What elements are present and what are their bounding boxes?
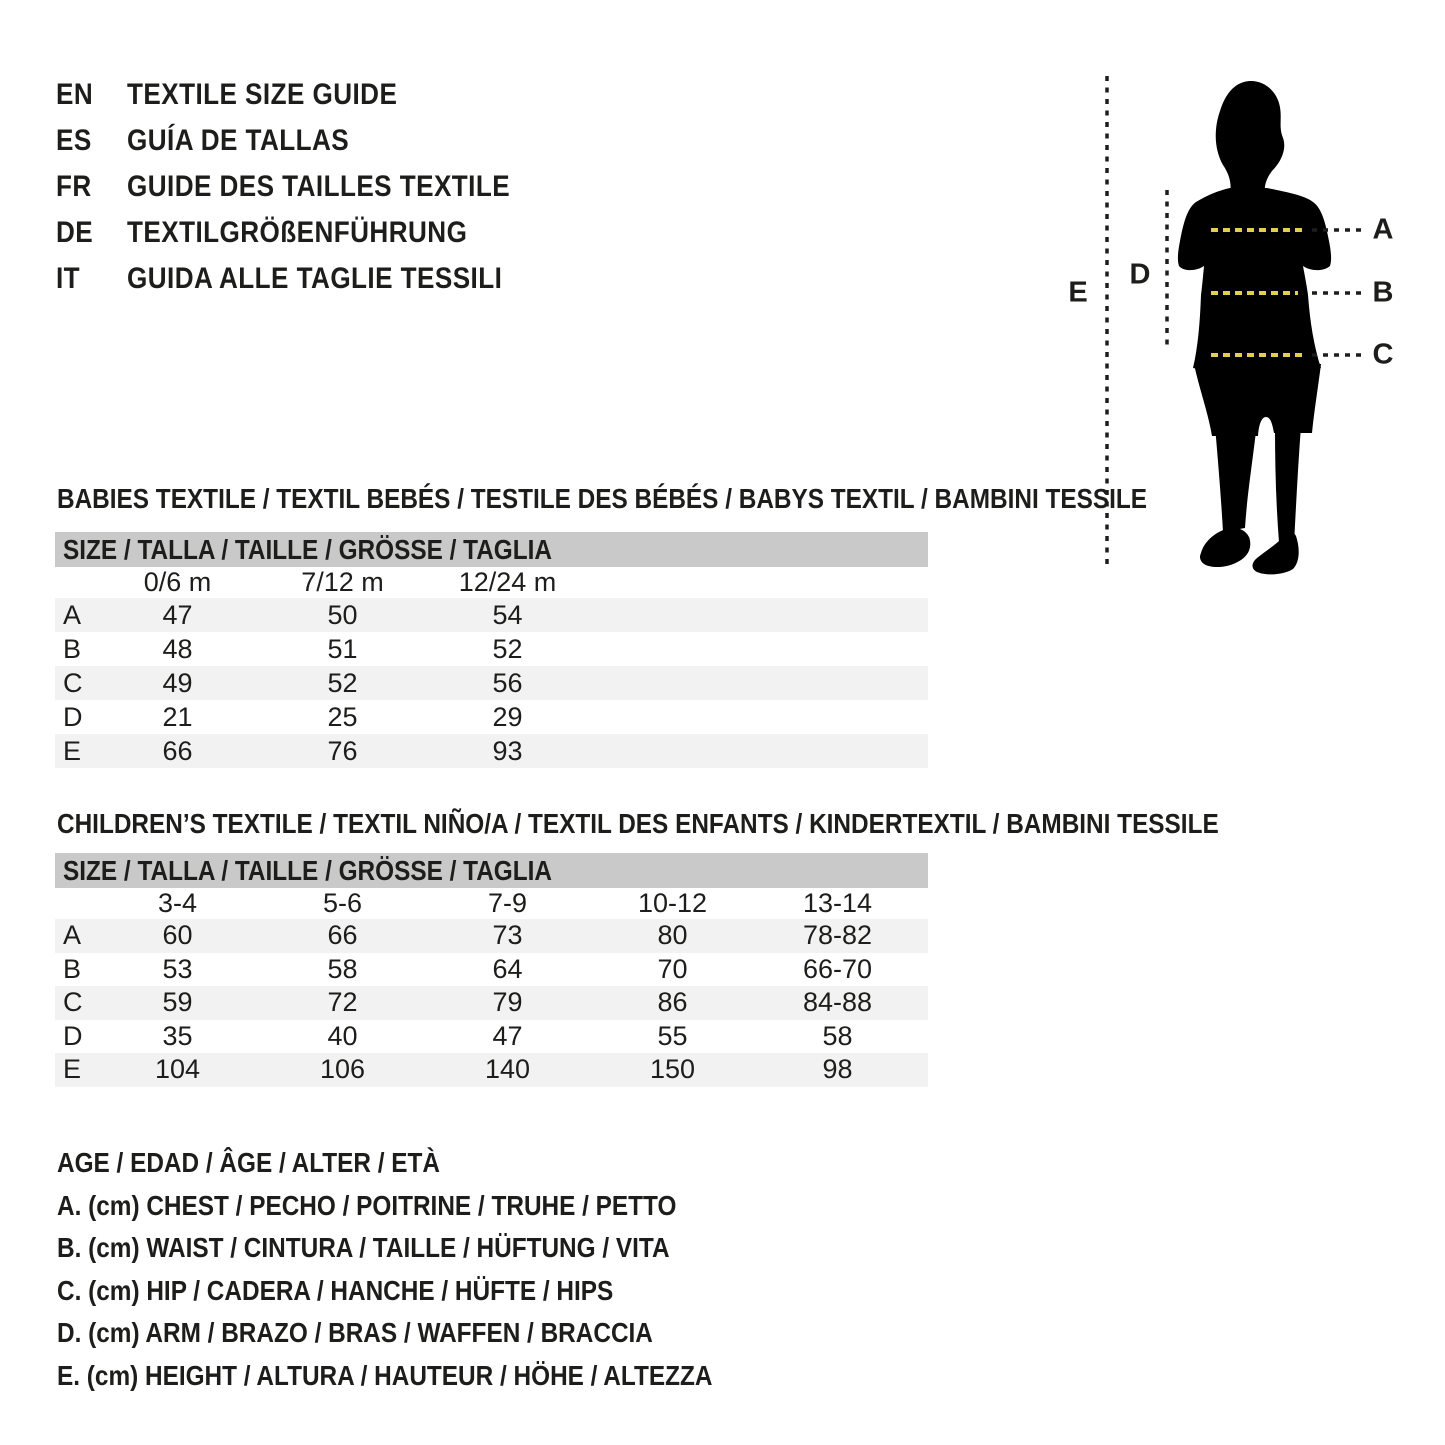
title-it: GUIDA ALLE TAGLIE TESSILI	[127, 262, 503, 295]
legend-a-chest: A. (cm) CHEST / PECHO / POITRINE / TRUHE / PETTO	[57, 1189, 677, 1221]
babies-row-b: B 48 51 52	[55, 632, 928, 666]
children-row-c: C 59 72 79 86 84-88	[55, 986, 928, 1020]
children-size-table	[55, 853, 928, 1087]
babies-section-heading: BABIES TEXTILE / TEXTIL BEBÉS / TESTILE DES BÉBÉS / BABYS TEXTIL / BAMBINI TESSILE	[57, 483, 1148, 514]
figure-label-d: D	[1129, 258, 1151, 291]
legend-age: AGE / EDAD / ÂGE / ALTER / ETÀ	[57, 1147, 441, 1179]
children-col-3-4: 3-4	[157, 888, 198, 918]
lang-row-fr	[56, 164, 567, 210]
silhouette-right-shoe	[1253, 532, 1299, 574]
row-label: C	[63, 987, 83, 1018]
legend-b-waist: B. (cm) WAIST / CINTURA / TAILLE / HÜFTUNG / VITA	[57, 1232, 670, 1264]
lang-code-it: IT	[56, 262, 81, 295]
measurement-figure	[1040, 60, 1445, 600]
language-title-list	[56, 72, 567, 302]
babies-row-d: D 21 25 29	[55, 700, 928, 734]
children-col-5-6: 5-6	[322, 888, 363, 918]
children-column-header-row	[55, 888, 928, 919]
lang-code-en: EN	[56, 78, 94, 111]
figure-label-a: A	[1372, 213, 1394, 246]
babies-row-e: E 66 76 93	[55, 734, 928, 768]
lang-row-en	[56, 72, 567, 118]
silhouette-left-leg	[1215, 423, 1257, 532]
silhouette-left-shoe	[1200, 528, 1250, 567]
measurement-legend	[57, 1142, 810, 1397]
row-label: E	[63, 735, 82, 766]
row-label: E	[63, 1054, 82, 1085]
lang-code-es: ES	[56, 124, 92, 157]
lang-code-de: DE	[56, 216, 94, 249]
children-row-e: E 104 106 140 150 98	[55, 1053, 928, 1087]
child-silhouette-icon	[1040, 60, 1445, 600]
children-row-b: B 53 58 64 70 66-70	[55, 953, 928, 987]
lang-row-de	[56, 210, 567, 256]
silhouette-head	[1216, 81, 1285, 194]
row-label: A	[63, 599, 82, 630]
babies-column-header-row	[55, 567, 928, 598]
row-label: B	[63, 953, 82, 984]
babies-col-0-6m: 0/6 m	[143, 567, 212, 597]
children-col-13-14: 13-14	[802, 888, 873, 918]
legend-e-height: E. (cm) HEIGHT / ALTURA / HAUTEUR / HÖHE / ALTEZZA	[57, 1359, 713, 1391]
silhouette-shorts	[1194, 364, 1321, 436]
children-col-10-12: 10-12	[637, 888, 708, 918]
title-fr: GUIDE DES TAILLES TEXTILE	[127, 170, 511, 203]
legend-c-hip: C. (cm) HIP / CADERA / HANCHE / HÜFTE / HIPS	[57, 1274, 614, 1306]
row-label: D	[63, 701, 83, 732]
silhouette-tshirt	[1178, 188, 1331, 372]
figure-label-b: B	[1372, 276, 1394, 309]
babies-col-7-12m: 7/12 m	[301, 567, 384, 597]
lang-row-es	[56, 118, 567, 164]
title-de: TEXTILGRÖßENFÜHRUNG	[127, 216, 468, 249]
children-col-7-9: 7-9	[487, 888, 528, 918]
figure-label-c: C	[1372, 338, 1394, 371]
babies-size-header-bar: SIZE / TALLA / TAILLE / GRÖSSE / TAGLIA	[55, 532, 928, 567]
children-row-d: D 35 40 47 55 58	[55, 1020, 928, 1054]
legend-d-arm: D. (cm) ARM / BRAZO / BRAS / WAFFEN / BRACCIA	[57, 1317, 653, 1349]
figure-label-e: E	[1068, 276, 1088, 309]
title-en: TEXTILE SIZE GUIDE	[127, 78, 398, 111]
children-size-header-bar: SIZE / TALLA / TAILLE / GRÖSSE / TAGLIA	[55, 853, 928, 888]
row-label: B	[63, 633, 82, 664]
babies-row-c: C 49 52 56	[55, 666, 928, 700]
row-label: A	[63, 920, 82, 951]
row-label: D	[63, 1020, 83, 1051]
lang-code-fr: FR	[56, 170, 92, 203]
babies-row-a: A 47 50 54	[55, 598, 928, 632]
babies-size-table	[55, 532, 928, 768]
children-section-heading: CHILDREN’S TEXTILE / TEXTIL NIÑO/A / TEXTIL DES ENFANTS / KINDERTEXTIL / BAMBINI TESSILE	[57, 808, 1219, 839]
babies-col-12-24m: 12/24 m	[458, 567, 557, 597]
title-es: GUÍA DE TALLAS	[127, 124, 350, 157]
children-row-a: A 60 66 73 80 78-82	[55, 919, 928, 953]
lang-row-it	[56, 256, 567, 302]
row-label: C	[63, 667, 83, 698]
